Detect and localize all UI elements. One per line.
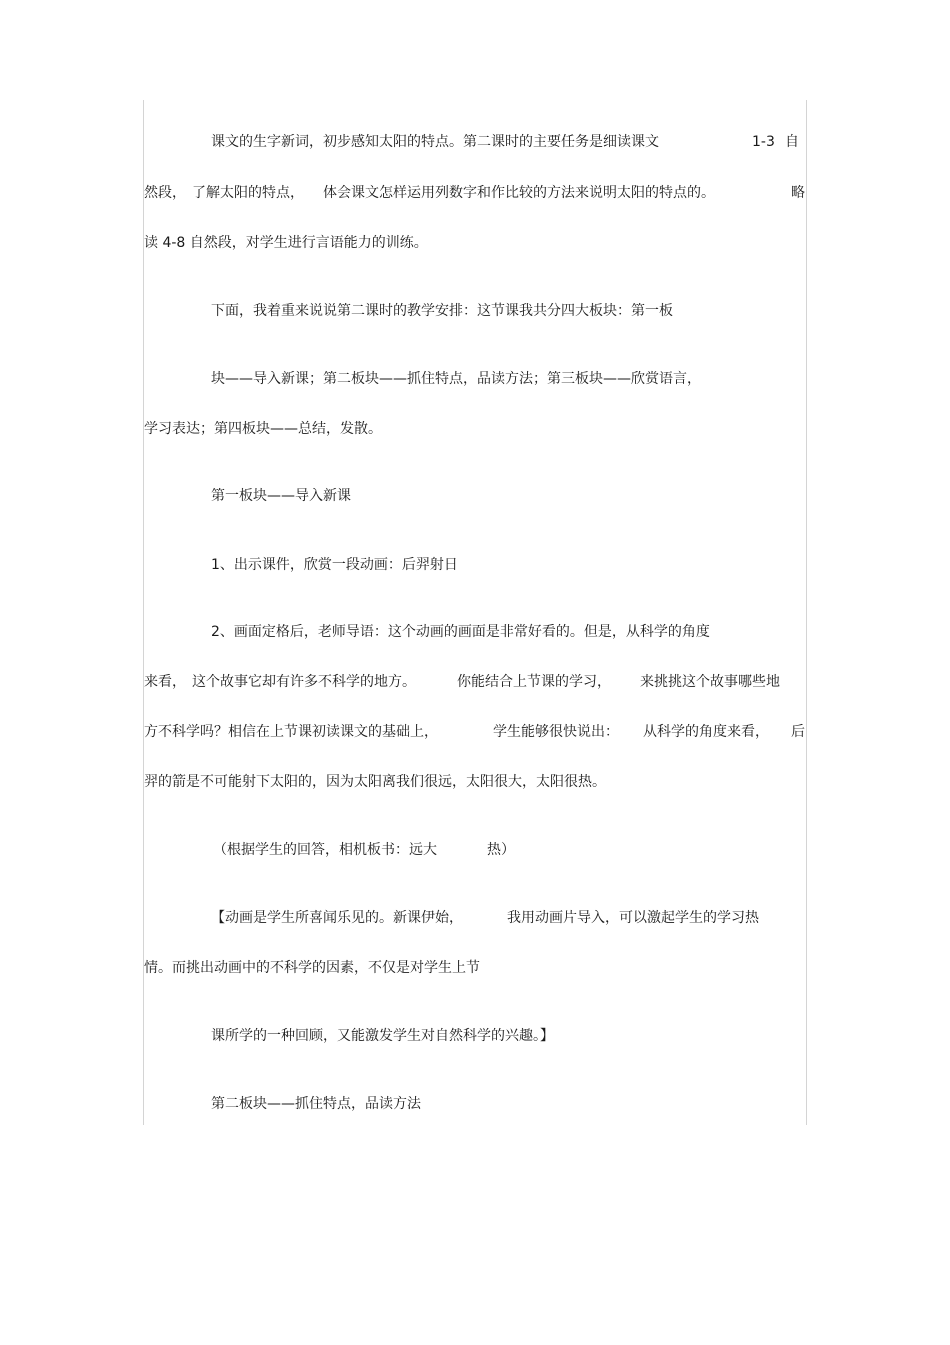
text-line: 我用动画片导入，可以激起学生的学习热 [507,910,759,926]
text-line: （根据学生的回答，相机板书：远大 [213,842,437,858]
text-line: 这个故事它却有许多不科学的地方。 [192,674,416,690]
text-line: 来挑挑这个故事哪些地 [640,674,780,690]
text-line: 自 [785,134,799,150]
text-line: 热） [487,842,515,858]
text-line: 你能结合上节课的学习， [457,674,611,690]
text-line: 课文的生字新词，初步感知太阳的特点。第二课时的主要任务是细读课文 [211,134,659,150]
text-line: 从科学的角度来看， [643,724,769,740]
text-line: 1-3 [752,134,775,150]
text-line: 课所学的一种回顾，又能激发学生对自然科学的兴趣。】 [211,1028,554,1044]
text-line: 后 [791,724,805,740]
list-item: 1、出示课件，欣赏一段动画：后羿射日 [211,557,458,573]
text-line: 略 [791,185,805,201]
text-line: 下面，我着重来说说第二课时的教学安排：这节课我共分四大板块：第一板 [211,303,673,319]
text-line: 块——导入新课；第二板块——抓住特点，品读方法；第三板块——欣赏语言， [211,371,701,387]
text-line: 然段， [144,185,186,201]
text-line: 了解太阳的特点， [192,185,304,201]
text-line: 学习表达；第四板块——总结，发散。 [144,421,382,437]
text-line: 情。而挑出动画中的不科学的因素，不仅是对学生上节 [144,960,480,976]
text-line: 方不科学吗？相信在上节课初读课文的基础上， [144,724,438,740]
text-line: 2、画面定格后，老师导语：这个动画的画面是非常好看的。但是，从科学的角度 [211,624,710,640]
right-margin-rule [806,100,807,1125]
text-line: 读 4-8 自然段，对学生进行言语能力的训练。 [144,235,428,251]
text-line: 羿的箭是不可能射下太阳的，因为太阳离我们很远，太阳很大，太阳很热。 [144,774,606,790]
section-heading-1: 第一板块——导入新课 [211,488,351,504]
text-line: 【动画是学生所喜闻乐见的。新课伊始， [211,910,463,926]
text-line: 体会课文怎样运用列数字和作比较的方法来说明太阳的特点的。 [323,185,715,201]
section-heading-2: 第二板块——抓住特点，品读方法 [211,1096,421,1112]
text-line: 学生能够很快说出： [493,724,619,740]
text-line: 来看， [144,674,186,690]
